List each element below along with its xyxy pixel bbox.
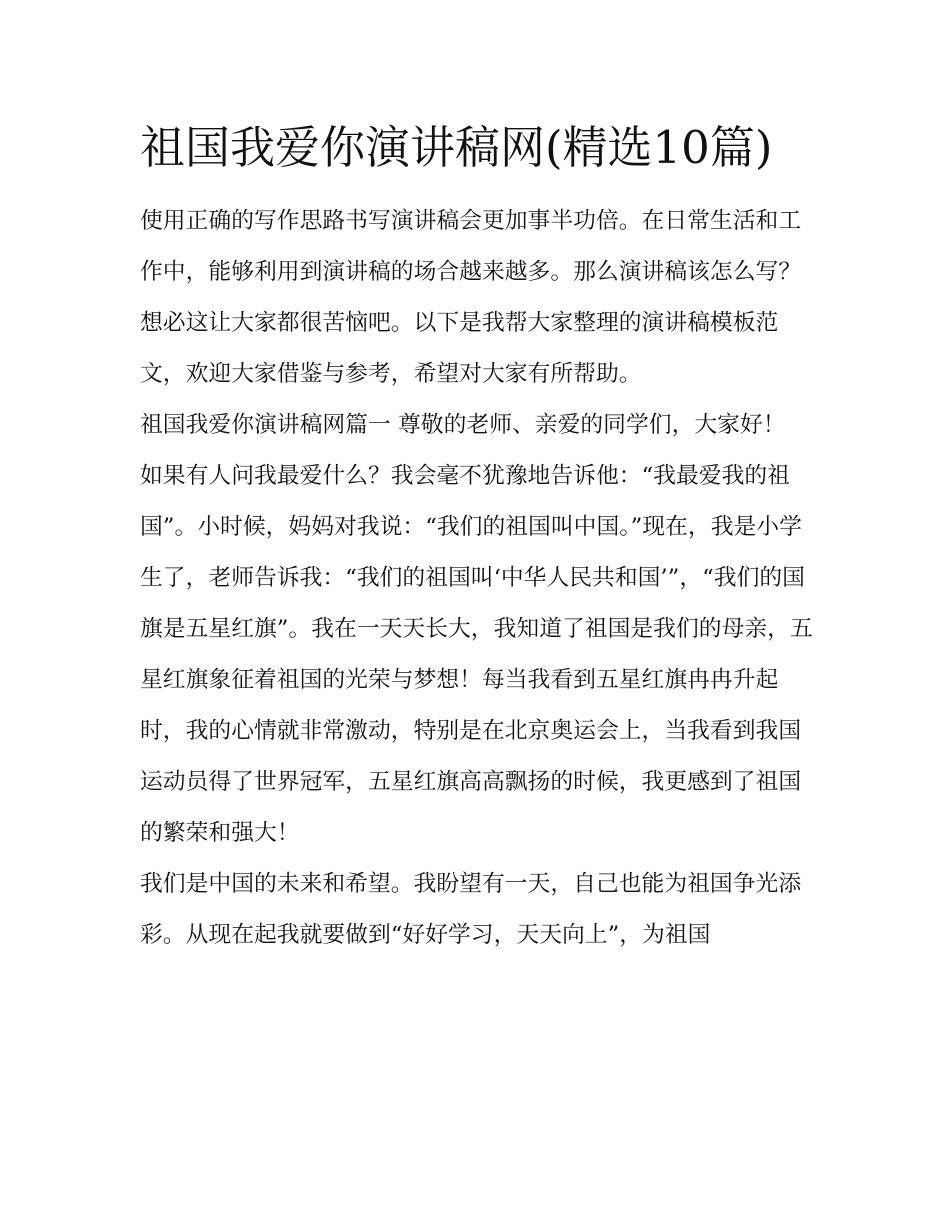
paragraph-intro: 使用正确的写作思路书写演讲稿会更加事半功倍。在日常生活和工作中，能够利用到演讲稿的场合越来越多。那么演讲稿该怎么写？想必这让大家都很苦恼吧。以下是我帮大家整理的演讲稿模板范文，欢迎大家借鉴与参考，希望对大家有所帮助。 — [140, 208, 802, 387]
document-content — [140, 112, 815, 961]
paragraph-love-motherland: 如果有人问我最爱什么？我会毫不犹豫地告诉他：“我最爱我的祖国”。小时候，妈妈对我说：“我们的祖国叫中国。”现在，我是小学生了，老师告诉我：“我们的祖国叫‘中华人民共和国’”，“我们的国旗是五星红旗”。我在一天天长大，我知道了祖国是我们的母亲，五星红旗象征着祖国的光荣与梦想！每当我看到五星红旗冉冉升起时，我的心情就非常激动，特别是在北京奥运会上，当我看到我国运动员得了世界冠军，五星红旗高高飘扬的时候，我更感到了祖国的繁荣和强大！ — [140, 463, 813, 846]
paragraph-future-hope: 我们是中国的未来和希望。我盼望有一天，自己也能为祖国争光添彩。从现在起我就要做到“好好学习，天天向上”，为祖国 — [140, 871, 802, 948]
document-title: 祖国我爱你演讲稿网(精选10篇) — [140, 121, 773, 174]
paragraph-section-one-heading: 祖国我爱你演讲稿网篇一 尊敬的老师、亲爱的同学们，大家好！ — [140, 412, 786, 438]
document-body — [140, 196, 815, 961]
